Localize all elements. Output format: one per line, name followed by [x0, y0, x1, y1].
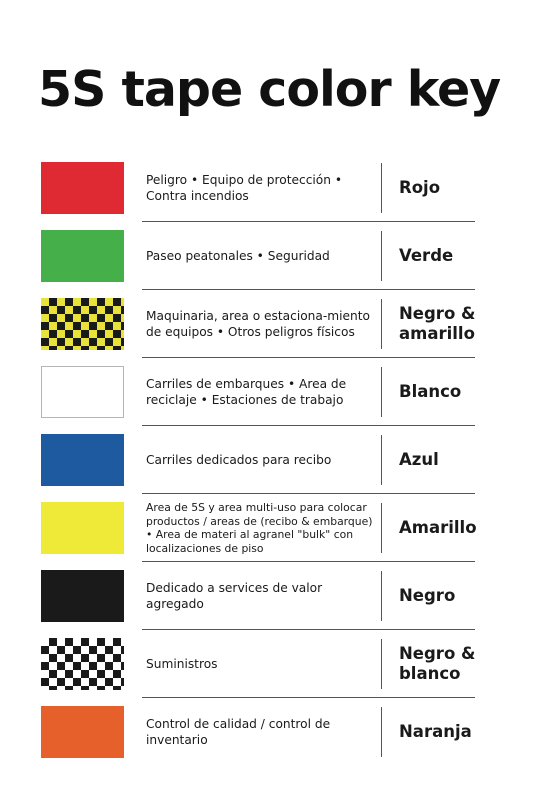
row-color-name: Negro: [399, 586, 456, 605]
color-key-row-amarillo: [0, 499, 533, 567]
row-description: Paseo peatonales • Seguridad: [146, 249, 330, 263]
color-key-row-negro-amarillo: [0, 295, 533, 363]
row-divider: [381, 367, 382, 417]
row-description: Suministros: [146, 657, 218, 671]
row-description: Dedicado a services de valor agregado: [146, 581, 323, 611]
row-color-name: Naranja: [399, 722, 472, 741]
row-color-name: Negro & blanco: [399, 644, 476, 683]
swatch-negro-amarillo: [41, 298, 124, 350]
row-divider: [381, 299, 382, 349]
row-color-name: Azul: [399, 450, 439, 469]
swatch-verde: [41, 230, 124, 282]
row-divider: [381, 163, 382, 213]
color-key-row-blanco: [0, 363, 533, 431]
swatch-negro: [41, 570, 124, 622]
row-separator: [142, 221, 475, 222]
row-separator: [142, 289, 475, 290]
row-description: Carriles dedicados para recibo: [146, 453, 332, 467]
swatch-rojo: [41, 162, 124, 214]
color-key-row-negro: [0, 567, 533, 635]
row-divider: [381, 639, 382, 689]
row-separator: [142, 493, 475, 494]
row-separator: [142, 561, 475, 562]
row-description: Carriles de embarques • Area de reciclaje • Estaciones de trabajo: [146, 377, 347, 407]
color-key-row-negro-blanco: [0, 635, 533, 703]
row-color-name: Blanco: [399, 382, 462, 401]
row-separator: [142, 425, 475, 426]
swatch-blanco: [41, 366, 124, 418]
row-separator: [142, 357, 475, 358]
swatch-azul: [41, 434, 124, 486]
color-key-row-naranja: [0, 703, 533, 771]
row-description: Control de calidad / control de inventario: [146, 717, 331, 747]
row-divider: [381, 503, 382, 553]
row-description: Area de 5S y area multi-uso para colocar productos / areas de (recibo & embarque) • Area de materi al agranel "bulk" con localizaciones de piso: [146, 501, 373, 555]
row-description: Maquinaria, area o estaciona-miento de equipos • Otros peligros físicos: [146, 309, 370, 339]
swatch-amarillo: [41, 502, 124, 554]
row-color-name: Verde: [399, 246, 454, 265]
row-description: Peligro • Equipo de protección • Contra incendios: [146, 173, 343, 203]
row-divider: [381, 571, 382, 621]
row-separator: [142, 697, 475, 698]
row-divider: [381, 231, 382, 281]
color-key-row-rojo: [0, 159, 533, 227]
page-title: 5S tape color key: [38, 61, 501, 118]
row-separator: [142, 629, 475, 630]
row-divider: [381, 707, 382, 757]
row-color-name: Negro & amarillo: [399, 304, 476, 343]
swatch-negro-blanco: [41, 638, 124, 690]
swatch-naranja: [41, 706, 124, 758]
color-key-row-verde: [0, 227, 533, 295]
row-divider: [381, 435, 382, 485]
color-key-row-azul: [0, 431, 533, 499]
row-color-name: Rojo: [399, 178, 441, 197]
row-color-name: Amarillo: [399, 518, 477, 537]
